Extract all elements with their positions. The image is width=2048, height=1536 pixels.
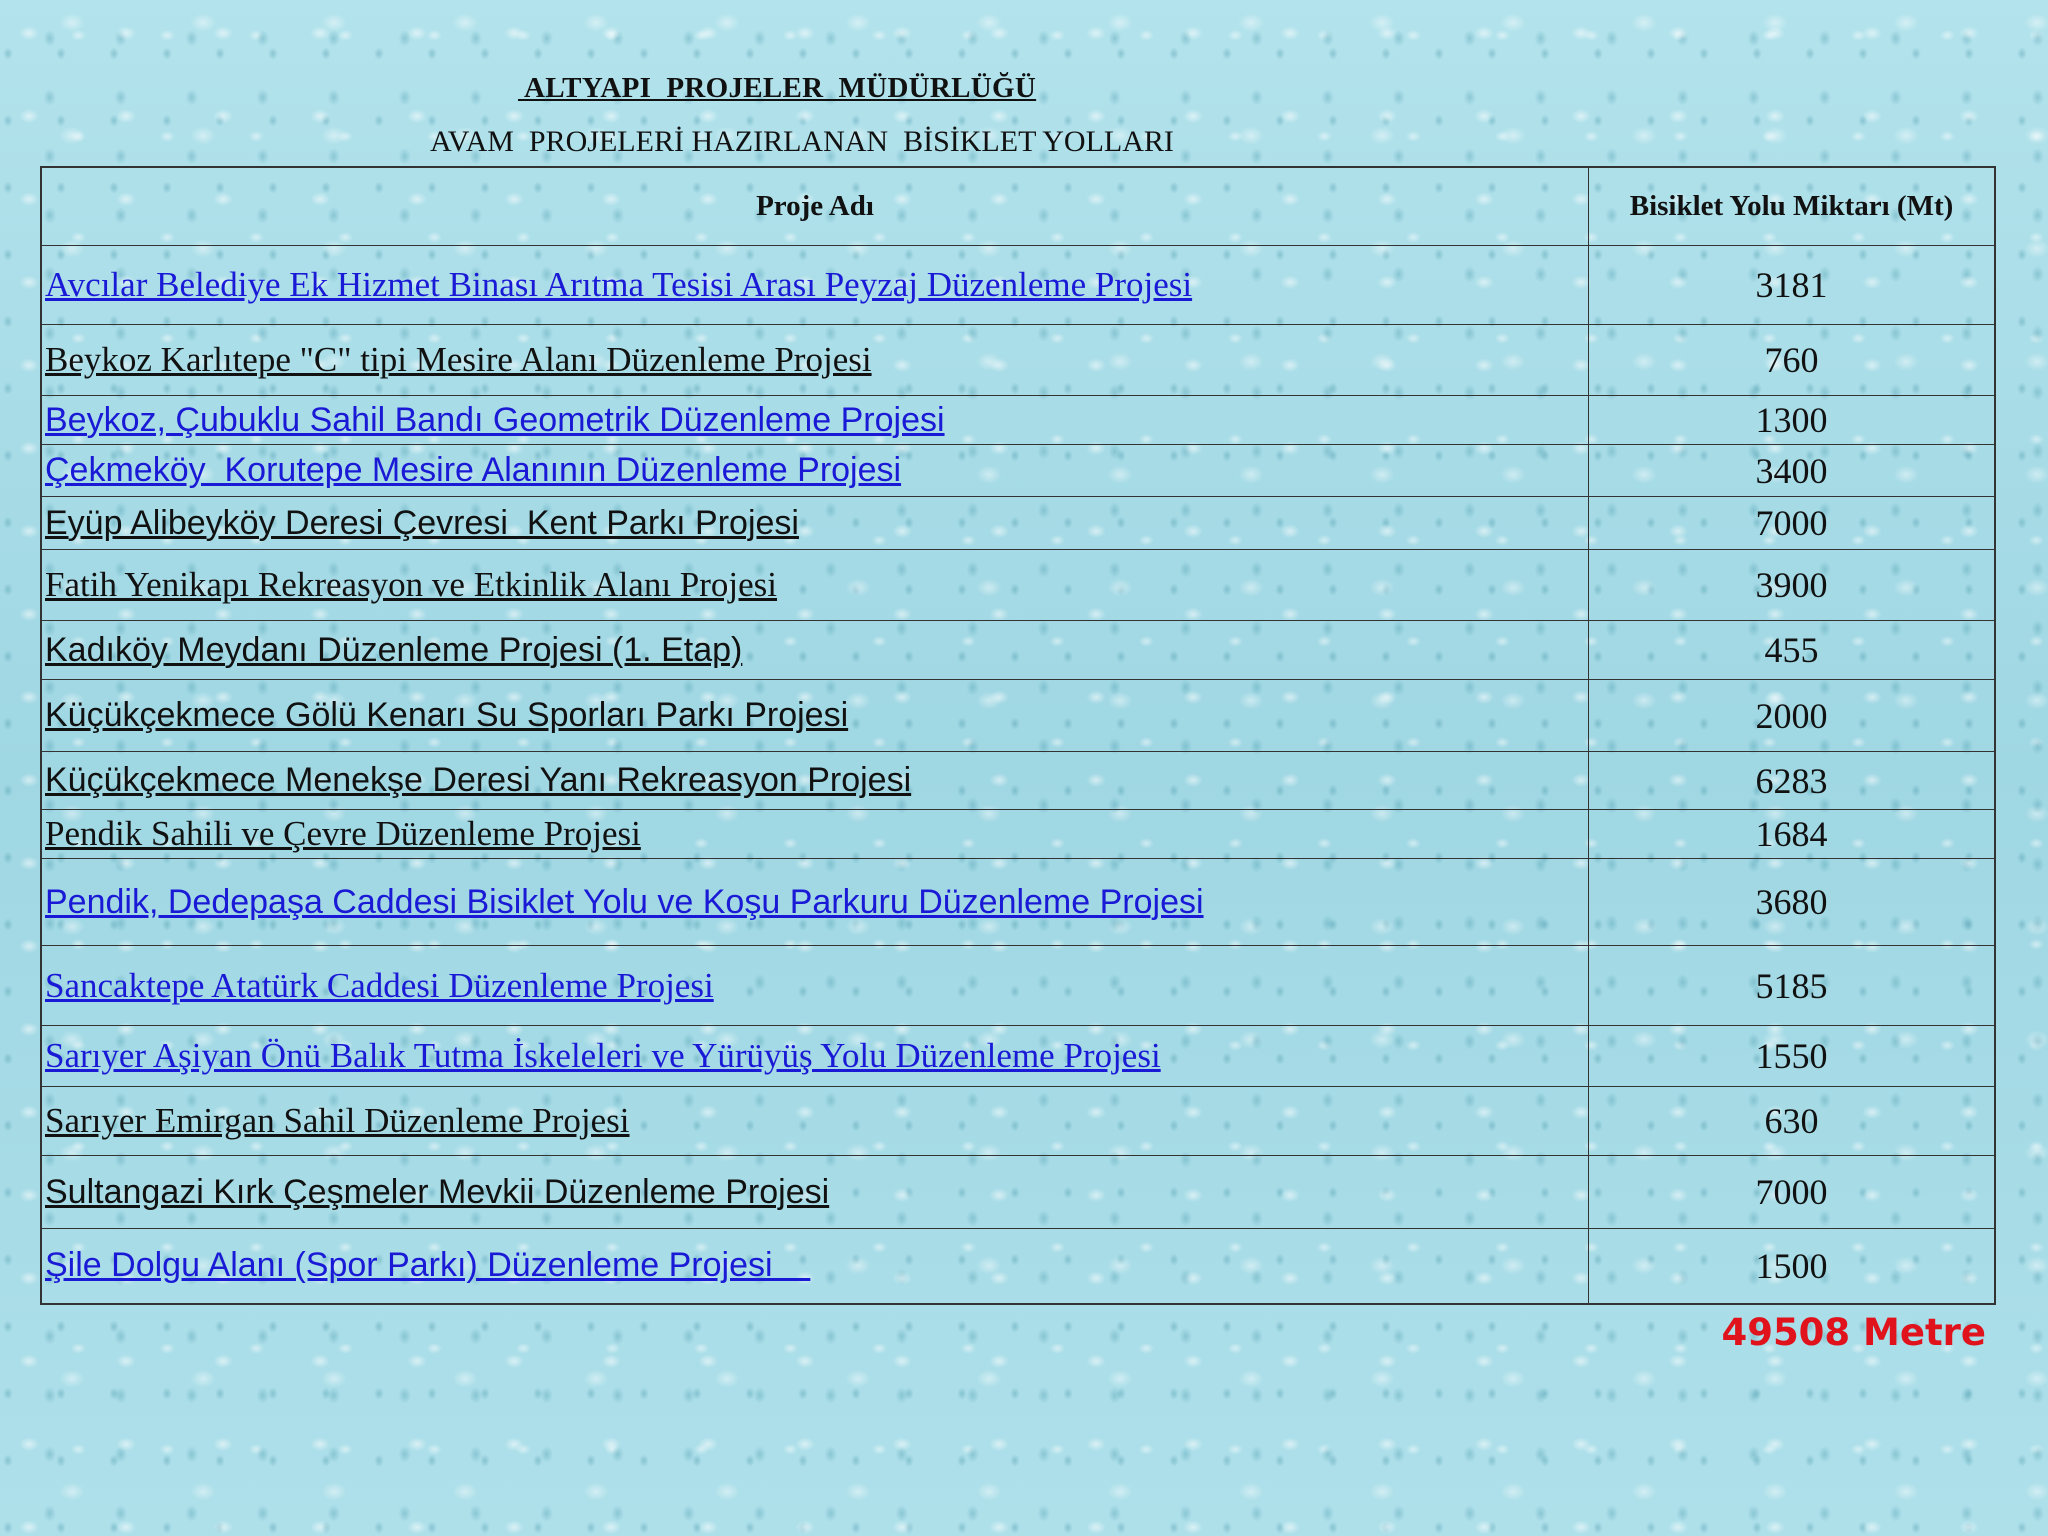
- table-row: [41, 621, 1995, 680]
- table-row: [41, 325, 1995, 396]
- project-name-cell: [41, 752, 1589, 810]
- bike-lane-length-cell: 3680: [1589, 859, 1996, 946]
- table-row: [41, 246, 1995, 325]
- project-name-cell: [41, 246, 1589, 325]
- project-name-cell: [41, 1026, 1589, 1087]
- table-row: [41, 946, 1995, 1026]
- bike-lane-projects-table: [40, 166, 1996, 1305]
- bike-lane-length-cell: 630: [1589, 1087, 1996, 1156]
- project-name-link[interactable]: Küçükçekmece Gölü Kenarı Su Sporları Parkı Projesi: [45, 696, 849, 734]
- table-row: [41, 810, 1995, 859]
- project-name-cell: [41, 497, 1589, 550]
- project-name-link[interactable]: Sarıyer Emirgan Sahil Düzenleme Projesi: [45, 1101, 630, 1140]
- project-name-link[interactable]: Fatih Yenikapı Rekreasyon ve Etkinlik Alanı Projesi: [45, 565, 778, 604]
- heading-directorate: ALTYAPI PROJELER MÜDÜRLÜĞÜ: [518, 72, 1037, 104]
- project-name-cell: [41, 1156, 1589, 1229]
- project-name-cell: [41, 396, 1589, 445]
- project-name-link[interactable]: Sultangazi Kırk Çeşmeler Mevkii Düzenleme Projesi: [45, 1172, 830, 1211]
- project-name-cell: [41, 946, 1589, 1026]
- project-name-cell: [41, 325, 1589, 396]
- table-row: [41, 550, 1995, 621]
- column-header-project-name: Proje Adı: [41, 167, 1589, 246]
- heading-subtitle: AVAM PROJELERİ HAZIRLANAN BİSİKLET YOLLARI: [430, 125, 1174, 158]
- project-name-link[interactable]: Eyüp Alibeyköy Deresi Çevresi Kent Parkı Projesi: [45, 503, 799, 542]
- project-name-cell: [41, 859, 1589, 946]
- project-name-cell: [41, 621, 1589, 680]
- bike-lane-length-cell: 455: [1589, 621, 1996, 680]
- bike-lane-length-cell: 760: [1589, 325, 1996, 396]
- project-name-link[interactable]: Şile Dolgu Alanı (Spor Parkı) Düzenleme Projesi: [45, 1246, 811, 1285]
- bike-lane-length-cell: 1550: [1589, 1026, 1996, 1087]
- table-row: [41, 1087, 1995, 1156]
- bike-lane-length-cell: 3900: [1589, 550, 1996, 621]
- bike-lane-length-cell: 1500: [1589, 1229, 1996, 1304]
- bike-lane-length-cell: 3181: [1589, 246, 1996, 325]
- total-length: 49508 Metre: [1721, 1311, 1986, 1354]
- bike-lane-length-cell: 5185: [1589, 946, 1996, 1026]
- project-name-cell: [41, 1229, 1589, 1304]
- bike-lane-length-cell: 1684: [1589, 810, 1996, 859]
- project-name-link[interactable]: Çekmeköy Korutepe Mesire Alanının Düzenleme Projesi: [45, 451, 902, 489]
- bike-lane-length-cell: 1300: [1589, 396, 1996, 445]
- project-name-cell: [41, 680, 1589, 752]
- table-row: [41, 1156, 1995, 1229]
- bike-lane-length-cell: 3400: [1589, 445, 1996, 497]
- bike-lane-length-cell: 6283: [1589, 752, 1996, 810]
- table-row: [41, 752, 1995, 810]
- table-row: [41, 445, 1995, 497]
- project-name-link[interactable]: Sarıyer Aşiyan Önü Balık Tutma İskeleleri ve Yürüyüş Yolu Düzenleme Projesi: [45, 1036, 1161, 1075]
- table-row: [41, 680, 1995, 752]
- table-row: [41, 497, 1995, 550]
- project-name-link[interactable]: Sancaktepe Atatürk Caddesi Düzenleme Projesi: [45, 965, 714, 1005]
- project-name-link[interactable]: Pendik, Dedepaşa Caddesi Bisiklet Yolu ve Koşu Parkuru Düzenleme Projesi: [45, 882, 1204, 921]
- project-name-cell: [41, 1087, 1589, 1156]
- project-name-cell: [41, 550, 1589, 621]
- table-row: [41, 1229, 1995, 1304]
- project-name-link[interactable]: Beykoz Karlıtepe "C" tipi Mesire Alanı Düzenleme Projesi: [45, 340, 872, 379]
- column-header-bike-lane-length: Bisiklet Yolu Miktarı (Mt): [1589, 167, 1996, 246]
- table-row: [41, 1026, 1995, 1087]
- project-name-cell: [41, 445, 1589, 497]
- project-name-cell: [41, 810, 1589, 859]
- project-name-link[interactable]: Kadıköy Meydanı Düzenleme Projesi (1. Etap): [45, 630, 743, 669]
- bike-lane-length-cell: 2000: [1589, 680, 1996, 752]
- project-name-link[interactable]: Pendik Sahili ve Çevre Düzenleme Projesi: [45, 814, 641, 853]
- project-name-link[interactable]: Beykoz, Çubuklu Sahil Bandı Geometrik Düzenleme Projesi: [45, 400, 945, 439]
- project-name-link[interactable]: Avcılar Belediye Ek Hizmet Binası Arıtma Tesisi Arası Peyzaj Düzenleme Projesi: [45, 265, 1193, 304]
- table-row: [41, 396, 1995, 445]
- table-row: [41, 859, 1995, 946]
- bike-lane-length-cell: 7000: [1589, 1156, 1996, 1229]
- project-name-link[interactable]: Küçükçekmece Menekşe Deresi Yanı Rekreasyon Projesi: [45, 761, 912, 799]
- table-header-row: [41, 167, 1995, 246]
- bike-lane-length-cell: 7000: [1589, 497, 1996, 550]
